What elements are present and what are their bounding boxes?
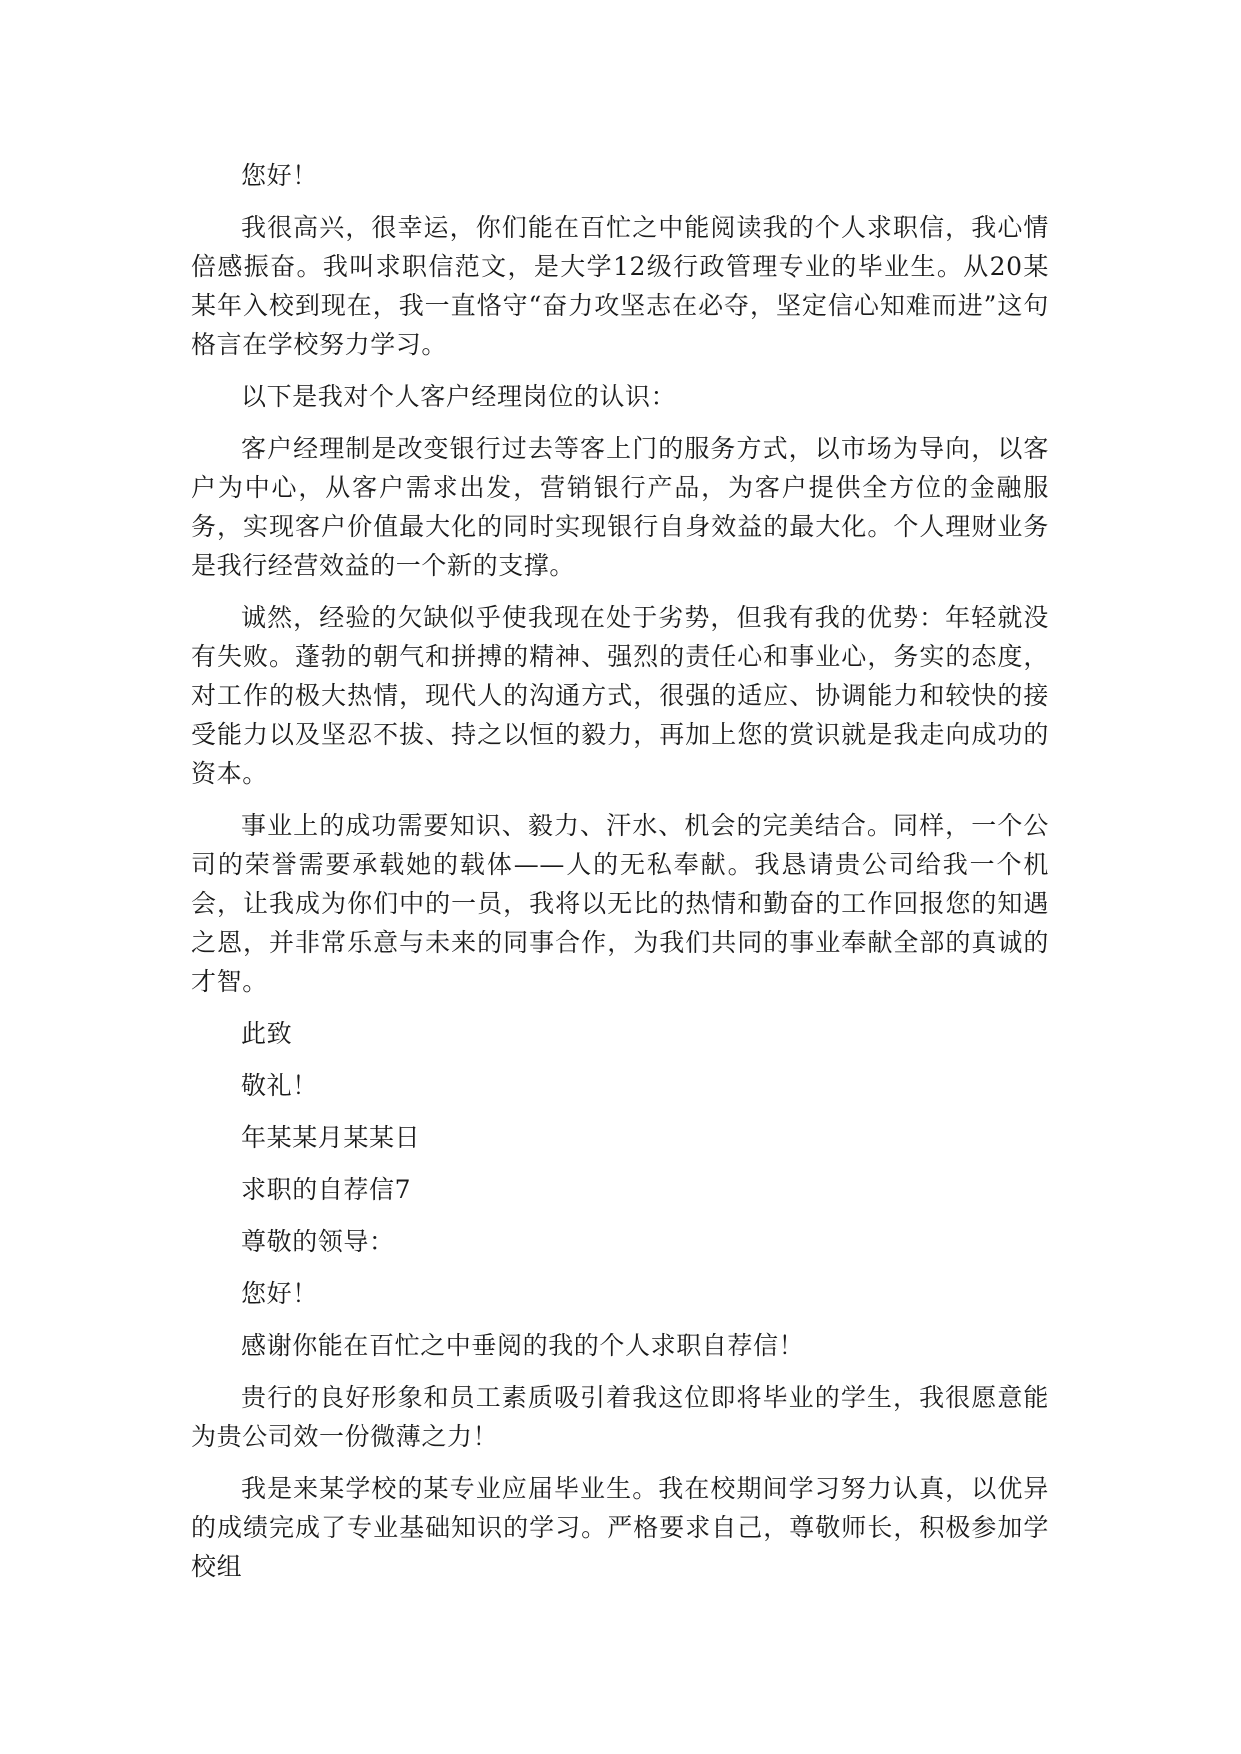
section-title: 求职的自荐信7 [241,1175,412,1204]
paragraph-role-description: 客户经理制是改变银行过去等客上门的服务方式，以市场为导向，以客户为中心，从客户需求出发，营销银行产品，为客户提供全方位的金融服务，实现客户价值最大化的同时实现银行自身效益的最大化。个人理财业务是我行经营效益的一个新的支撑。 [191,434,1049,580]
paragraph-background: 我是来某学校的某专业应届毕业生。我在校期间学习努力认真，以优异的成绩完成了专业基础知识的学习。严格要求自己，尊敬师长，积极参加学校组 [191,1474,1049,1581]
closing-salutation: 此致 [241,1019,293,1048]
paragraph-strengths: 诚然，经验的欠缺似乎使我现在处于劣势，但我有我的优势：年轻就没有失败。蓬勃的朝气和拼搏的精神、强烈的责任心和事业心，务实的态度，对工作的极大热情，现代人的沟通方式，很强的适应、协调能力和较快的接受能力以及坚忍不拔、持之以恒的毅力，再加上您的赏识就是我走向成功的资本。 [191,603,1049,788]
letter-body [191,156,1049,1586]
paragraph-motivation: 贵行的良好形象和员工素质吸引着我这位即将毕业的学生，我很愿意能为贵公司效一份微薄之力！ [191,1383,1049,1451]
closing-regards: 敬礼！ [241,1071,318,1100]
paragraph-thanks: 感谢你能在百忙之中垂阅的我的个人求职自荐信！ [241,1331,805,1360]
paragraph-request: 事业上的成功需要知识、毅力、汗水、机会的完美结合。同样，一个公司的荣誉需要承载她的载体——人的无私奉献。我恳请贵公司给我一个机会，让我成为你们中的一员，我将以无比的热情和勤奋的工作回报您的知遇之恩，并非常乐意与未来的同事合作，为我们共同的事业奉献全部的真诚的才智。 [191,811,1049,996]
paragraph-greeting: 您好！ [241,161,318,190]
letter-addressee: 尊敬的领导： [241,1227,395,1256]
paragraph-introduction: 我很高兴，很幸运，你们能在百忙之中能阅读我的个人求职信，我心情倍感振奋。我叫求职信范文，是大学12级行政管理专业的毕业生。从20某某年入校到现在，我一直恪守“奋力攻坚志在必夺，坚定信心知难而进”这句格言在学校努力学习。 [191,213,1049,359]
paragraph-role-heading: 以下是我对个人客户经理岗位的认识： [241,382,677,411]
letter-date: 年某某月某某日 [241,1123,421,1152]
paragraph-greeting-2: 您好！ [241,1279,318,1308]
